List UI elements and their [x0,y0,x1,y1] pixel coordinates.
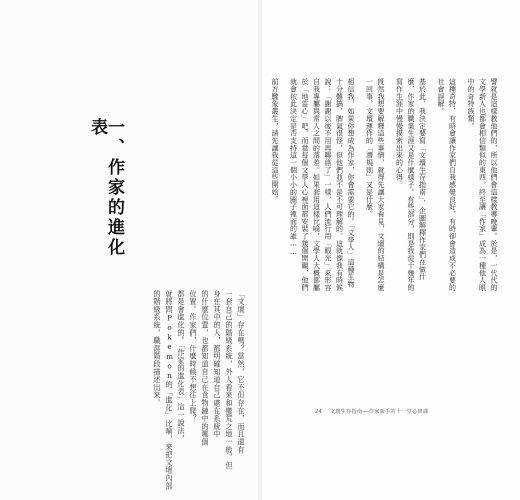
body-paragraph: 前方驟象叢生，請先讓我從這些開始。 [271,78,279,203]
chapter-title: 一、作家的進化表 [87,118,124,258]
epigraph-line: 的階級系統，職涯階段描述出來。 [153,290,162,407]
epigraph-line: 「文壇」存在嗎？當然，它不但存在，而且還有 [237,290,246,454]
body-paragraph: 基於此，我決定要寫「文壇生存指南」，企圖解釋作家們在做什麼，作家的職業生涯又是什麼樣子。有些部分，則是我從十幾年的寫作生涯中慢慢摸索出來的心得。 [395,78,427,292]
page-number: 24 [315,409,323,415]
epigraph-line: 的什麼位置，也都知道自己在食物鏈中的哪個 [201,290,210,446]
epigraph-line: 都是會進化的。「作家的進化表」這一說法， [177,290,186,443]
page-footer [315,408,475,415]
epigraph-line: 身在其中的人，都明確知道自己處在系統中 [213,290,222,439]
epigraph-line: 一套自己的階級系統，外人看來和蠻荒之地一般。但 [225,290,234,470]
body-paragraph: 相信我，如果你想成為作家，你會需要它的。「文學人」這種生物十分難搞，脾氣很怪，但他們並不是不可理解的。這就像我有時候說：「謝謝以後不用再聯絡了」一樣，人們流行用「眼光」來形容自我專屬與常人之間的落差。如果套用這樣比喻，文學人大概都屬於「地雷心」吧。而當每個文學人心裡面都安裝了幾個開關，他們就會依此決定是否支持這一個小小的圈子裡面的誰…… [289,78,355,292]
epigraph-line: 位置。作家們，什麼時候不想往上爬？ [189,290,198,423]
epigraph-line: 就將問Pokemon的「進化」比喻，來把文壇內部 [165,290,174,490]
chapter-epigraph [117,290,247,490]
running-head: 文壇生存指南──作家新手的十一堂必修課 [329,409,429,415]
body-paragraph: 這種奇特，有時會讓作家們自我感覺良好，有時卻會造成不必要的社會誤解。 [437,78,457,292]
body-text [271,78,499,294]
body-paragraph: 譬就是這樣教他們的，所以他們會這樣教導晚輩。於是，一代代的文學新人也都會相信類似的東西，終至讓「作家」成為一種他人眼中的奇特族類。 [467,78,498,292]
book-gutter [258,0,262,500]
body-paragraph: 旣然我想要解釋這些事情，就得先讓大家看見，文壇的結構是怎麼一回事，文壇運作的「潛規則」又是什麼。 [365,78,385,292]
